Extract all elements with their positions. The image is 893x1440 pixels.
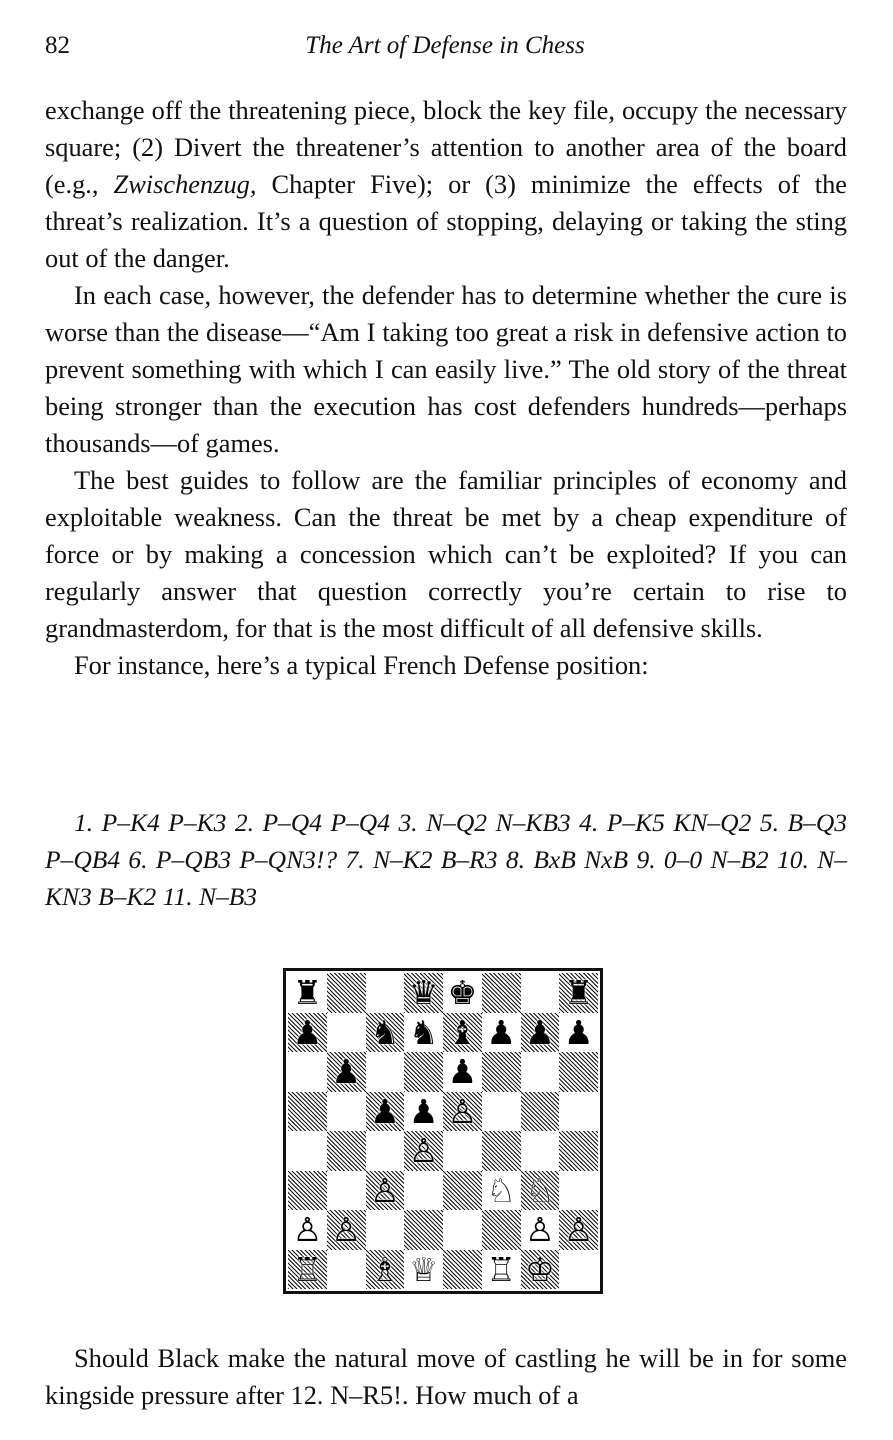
square-h4 [559, 1131, 598, 1171]
chess-piece: ♙ [525, 1210, 555, 1250]
chess-piece: ♟ [370, 1091, 400, 1131]
square-c4 [366, 1131, 405, 1171]
chess-piece: ♙ [292, 1210, 323, 1250]
square-d8 [404, 973, 443, 1013]
square-c5 [366, 1092, 405, 1132]
square-a7 [288, 1013, 327, 1053]
square-b5 [327, 1092, 366, 1132]
paragraph-1-italic: Zwischenzug, [113, 169, 257, 199]
square-b4 [327, 1131, 366, 1171]
square-h1 [559, 1250, 598, 1290]
chess-piece: ♚ [447, 973, 478, 1013]
chess-piece: ♘ [525, 1170, 555, 1210]
square-d5 [404, 1092, 443, 1132]
paragraph-2 [45, 277, 847, 462]
page-header [45, 32, 845, 68]
chess-piece: ♜ [292, 973, 323, 1013]
chess-piece: ♙ [563, 1210, 594, 1250]
square-f3 [482, 1171, 521, 1211]
square-g6 [521, 1052, 560, 1092]
chess-piece: ♙ [370, 1170, 400, 1210]
square-h3 [559, 1171, 598, 1211]
square-g5 [521, 1092, 560, 1132]
chess-piece: ♖ [292, 1249, 323, 1289]
chess-board [288, 973, 598, 1289]
square-c2 [366, 1210, 405, 1250]
chess-piece: ♝ [447, 1012, 478, 1052]
square-e7 [443, 1013, 482, 1053]
square-d7 [404, 1013, 443, 1053]
square-d6 [404, 1052, 443, 1092]
square-h6 [559, 1052, 598, 1092]
square-e6 [443, 1052, 482, 1092]
chess-piece: ♟ [331, 1052, 361, 1092]
chess-piece: ♞ [408, 1012, 439, 1052]
square-e4 [443, 1131, 482, 1171]
chess-piece: ♖ [486, 1249, 516, 1289]
chess-piece: ♟ [408, 1091, 439, 1131]
chess-piece: ♕ [408, 1249, 439, 1289]
square-b3 [327, 1171, 366, 1211]
square-g8 [521, 973, 560, 1013]
page-number: 82 [45, 32, 70, 59]
square-g2 [521, 1210, 560, 1250]
square-a4 [288, 1131, 327, 1171]
chess-piece: ♗ [370, 1249, 400, 1289]
paragraph-1-text: exchange off the threatening piece, block the key file, occupy the necessary square; (2) Divert the threatener’s attention to another area of the board (e.g., [45, 95, 847, 199]
square-g4 [521, 1131, 560, 1171]
square-a6 [288, 1052, 327, 1092]
chess-piece: ♟ [447, 1052, 478, 1092]
square-d4 [404, 1131, 443, 1171]
chess-piece: ♙ [408, 1131, 439, 1171]
paragraph-4 [45, 647, 847, 684]
square-e8 [443, 973, 482, 1013]
square-g7 [521, 1013, 560, 1053]
square-d3 [404, 1171, 443, 1211]
square-b7 [327, 1013, 366, 1053]
chess-piece: ♔ [525, 1249, 555, 1289]
square-h5 [559, 1092, 598, 1132]
chess-piece: ♟ [563, 1012, 594, 1052]
square-h8 [559, 973, 598, 1013]
paragraph-1 [45, 92, 847, 277]
square-c7 [366, 1013, 405, 1053]
paragraph-3 [45, 462, 847, 647]
chess-piece: ♞ [370, 1012, 400, 1052]
square-e1 [443, 1250, 482, 1290]
square-f4 [482, 1131, 521, 1171]
square-a2 [288, 1210, 327, 1250]
square-h2 [559, 1210, 598, 1250]
paragraph-3-text: The best guides to follow are the familiar principles of economy and exploitable weakness. Can the threat be met by a cheap expenditure of force or by making a concession which can’t be exploited? If you can regularly answer that question correctly you’re certain to rise to grandmasterdom, for that is the most difficult of all defensive skills. [45, 465, 847, 643]
square-e5 [443, 1092, 482, 1132]
chess-piece: ♟ [525, 1012, 555, 1052]
chess-piece: ♟ [486, 1012, 516, 1052]
chess-piece: ♘ [486, 1170, 516, 1210]
chess-piece: ♟ [292, 1012, 323, 1052]
square-f8 [482, 973, 521, 1013]
square-a5 [288, 1092, 327, 1132]
body-text [45, 92, 847, 684]
chess-piece: ♙ [447, 1091, 478, 1131]
square-c1 [366, 1250, 405, 1290]
square-f6 [482, 1052, 521, 1092]
square-e3 [443, 1171, 482, 1211]
chess-piece: ♜ [563, 973, 594, 1013]
square-a8 [288, 973, 327, 1013]
paragraph-1-text-end: Chapter Five); or (3) minimize the effects of the threat’s realization. It’s a question of stopping, delaying or taking the sting out of the danger. [45, 169, 847, 273]
square-c6 [366, 1052, 405, 1092]
closing-paragraph: Should Black make the natural move of castling he will be in for some kingside pressure after 12. N–R5!. How much of a [45, 1343, 847, 1410]
square-c8 [366, 973, 405, 1013]
square-d1 [404, 1250, 443, 1290]
square-b1 [327, 1250, 366, 1290]
square-h7 [559, 1013, 598, 1053]
square-b2 [327, 1210, 366, 1250]
chess-diagram [283, 968, 603, 1294]
square-d2 [404, 1210, 443, 1250]
square-f2 [482, 1210, 521, 1250]
paragraph-2-text: In each case, however, the defender has to determine whether the cure is worse than the disease—“Am I taking too great a risk in defensive action to prevent something with which I can easily live.” The old story of the threat being stronger than the execution has cost defenders hundreds—perhaps thousands—of games. [45, 280, 847, 458]
square-g1 [521, 1250, 560, 1290]
square-f5 [482, 1092, 521, 1132]
square-a3 [288, 1171, 327, 1211]
chess-piece: ♙ [331, 1210, 361, 1250]
square-g3 [521, 1171, 560, 1211]
square-f1 [482, 1250, 521, 1290]
square-b6 [327, 1052, 366, 1092]
chess-piece: ♛ [408, 973, 439, 1013]
running-title: The Art of Defense in Chess [305, 32, 585, 59]
paragraph-4-text: For instance, here’s a typical French Defense position: [74, 650, 649, 680]
square-c3 [366, 1171, 405, 1211]
square-f7 [482, 1013, 521, 1053]
square-e2 [443, 1210, 482, 1250]
move-list: 1. P–K4 P–K3 2. P–Q4 P–Q4 3. N–Q2 N–KB3 4. P–K5 KN–Q2 5. B–Q3 P–QB4 6. P–QB3 P–QN3!? 7. N–K2 B–R3 8. BxB NxB 9. 0–0 N–B2 10. N–KN3 B–K2 11. N–B3 [45, 808, 847, 911]
square-a1 [288, 1250, 327, 1290]
square-b8 [327, 973, 366, 1013]
